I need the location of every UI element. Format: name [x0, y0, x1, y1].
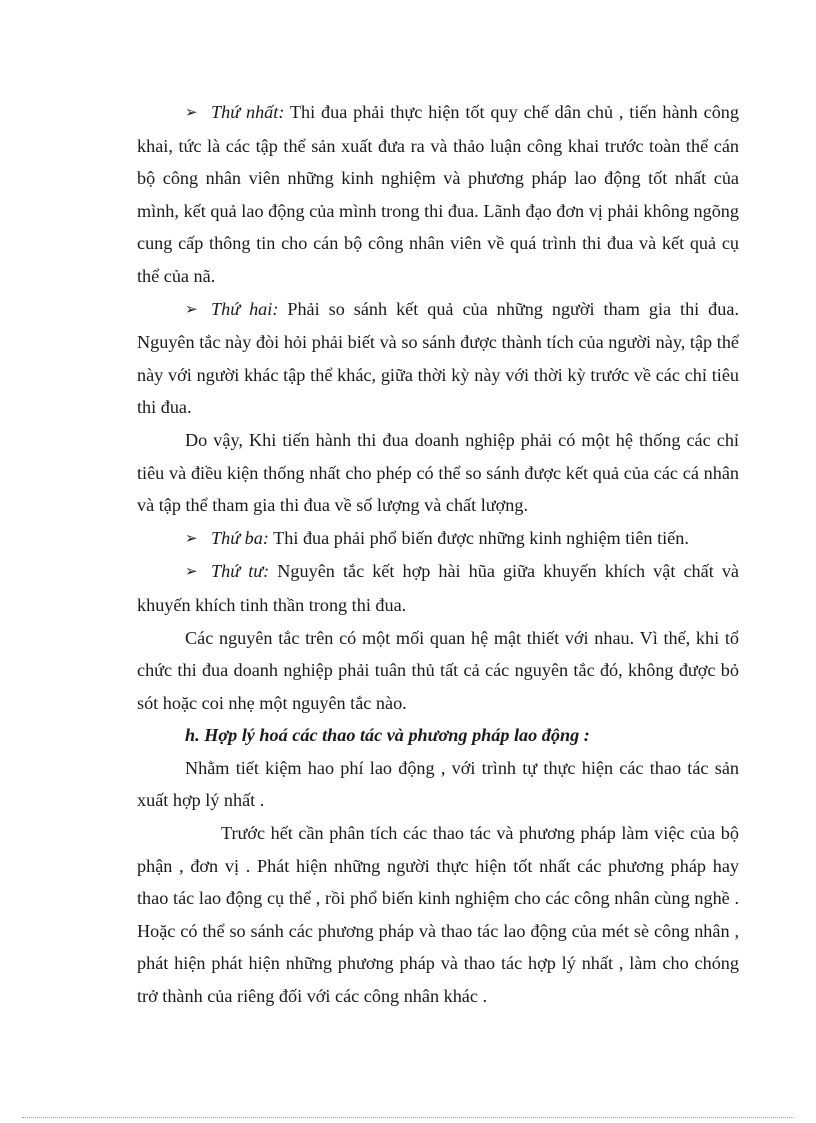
principles-summary-paragraph: Các nguyên tắc trên có một mối quan hệ mật thiết với nhau. Vì thế, khi tổ chức thi đua doanh nghiệp phải tuân thủ tất cả các nguyên tắc đó, không được bỏ sót hoặc coi nhẹ một nguyên tắc nào.: [137, 627, 739, 713]
principle-second-paragraph: [137, 293, 739, 424]
principle-fourth-paragraph: [137, 555, 739, 621]
method-paragraph: Trước hết cần phân tích các thao tác và phương pháp làm việc của bộ phận , đơn vị . Phát hiện những người thực hiện tốt nhất các phương pháp hay thao tác lao động cụ thể , rồi phổ biến kinh nghiệm cho các công nhân cùng nghề . Hoặc có thể so sánh các phương pháp và thao tác lao động của mét sè công nhân , phát hiện phát hiện những phương pháp và thao tác hợp lý nhất , làm cho chóng trở thành của riêng đối với các công nhân khác .: [137, 823, 739, 1007]
principle-third-label: Thứ ba:: [211, 527, 269, 548]
principle-fourth-text: Nguyên tắc kết hợp hài hũa giữa khuyến khích vật chất và khuyến khích tinh thần trong thi đua.: [137, 561, 739, 615]
objective-paragraph: Nhằm tiết kiệm hao phí lao động , với trình tự thực hiện các thao tác sản xuất hợp lý nhất .: [137, 757, 739, 811]
document-body: [137, 96, 739, 1013]
principle-first-paragraph: [137, 96, 739, 293]
principle-second-label: Thứ hai:: [211, 298, 279, 319]
principle-first-label: Thứ nhất:: [211, 102, 285, 122]
consequence-paragraph: Do vậy, Khi tiến hành thi đua doanh nghiệp phải có một hệ thống các chỉ tiêu và điều kiện thống nhất cho phép có thể so sánh được kết quả của các cá nhân và tập thể tham gia thi đua về số lượng và chất lượng.: [137, 429, 739, 516]
section-heading: h. Hợp lý hoá các thao tác và phương pháp lao động :: [185, 725, 590, 746]
page-bottom-divider: [22, 1117, 794, 1118]
principle-second-text: Phải so sánh kết quả của những người tham gia thi đua. Nguyên tắc này đòi hỏi phải biết và so sánh được thành tích của người này, tập thể này với người khác tập thể khác, giữa thời kỳ này với thời kỳ trước về các chỉ tiêu thi đua.: [137, 298, 739, 418]
principle-fourth-label: Thứ tư:: [211, 561, 270, 582]
arrow-bullet-icon: ➢: [185, 301, 198, 318]
arrow-bullet-icon: ➢: [185, 530, 198, 547]
arrow-bullet-icon: ➢: [185, 105, 198, 121]
principle-third-text: Thi đua phải phổ biến được những kinh nghiệm tiên tiến.: [268, 527, 689, 548]
principle-third-paragraph: [137, 522, 739, 556]
principle-first-text: Thi đua phải thực hiện tốt quy chế dân chủ , tiến hành công khai, tức là các tập thể sản xuất đưa ra và thảo luận công khai trước toàn thể cán bộ công nhân viên những kinh nghiệm và phương pháp lao động tốt nhất của mình, kết quả lao động của mình trong thi đua. Lãnh đạo đơn vị phải không ngõng cung cấp thông tin cho cán bộ công nhân viên về quá trình thi đua và kết quả cụ thể của nã.: [137, 102, 739, 286]
arrow-bullet-icon: ➢: [185, 564, 198, 581]
